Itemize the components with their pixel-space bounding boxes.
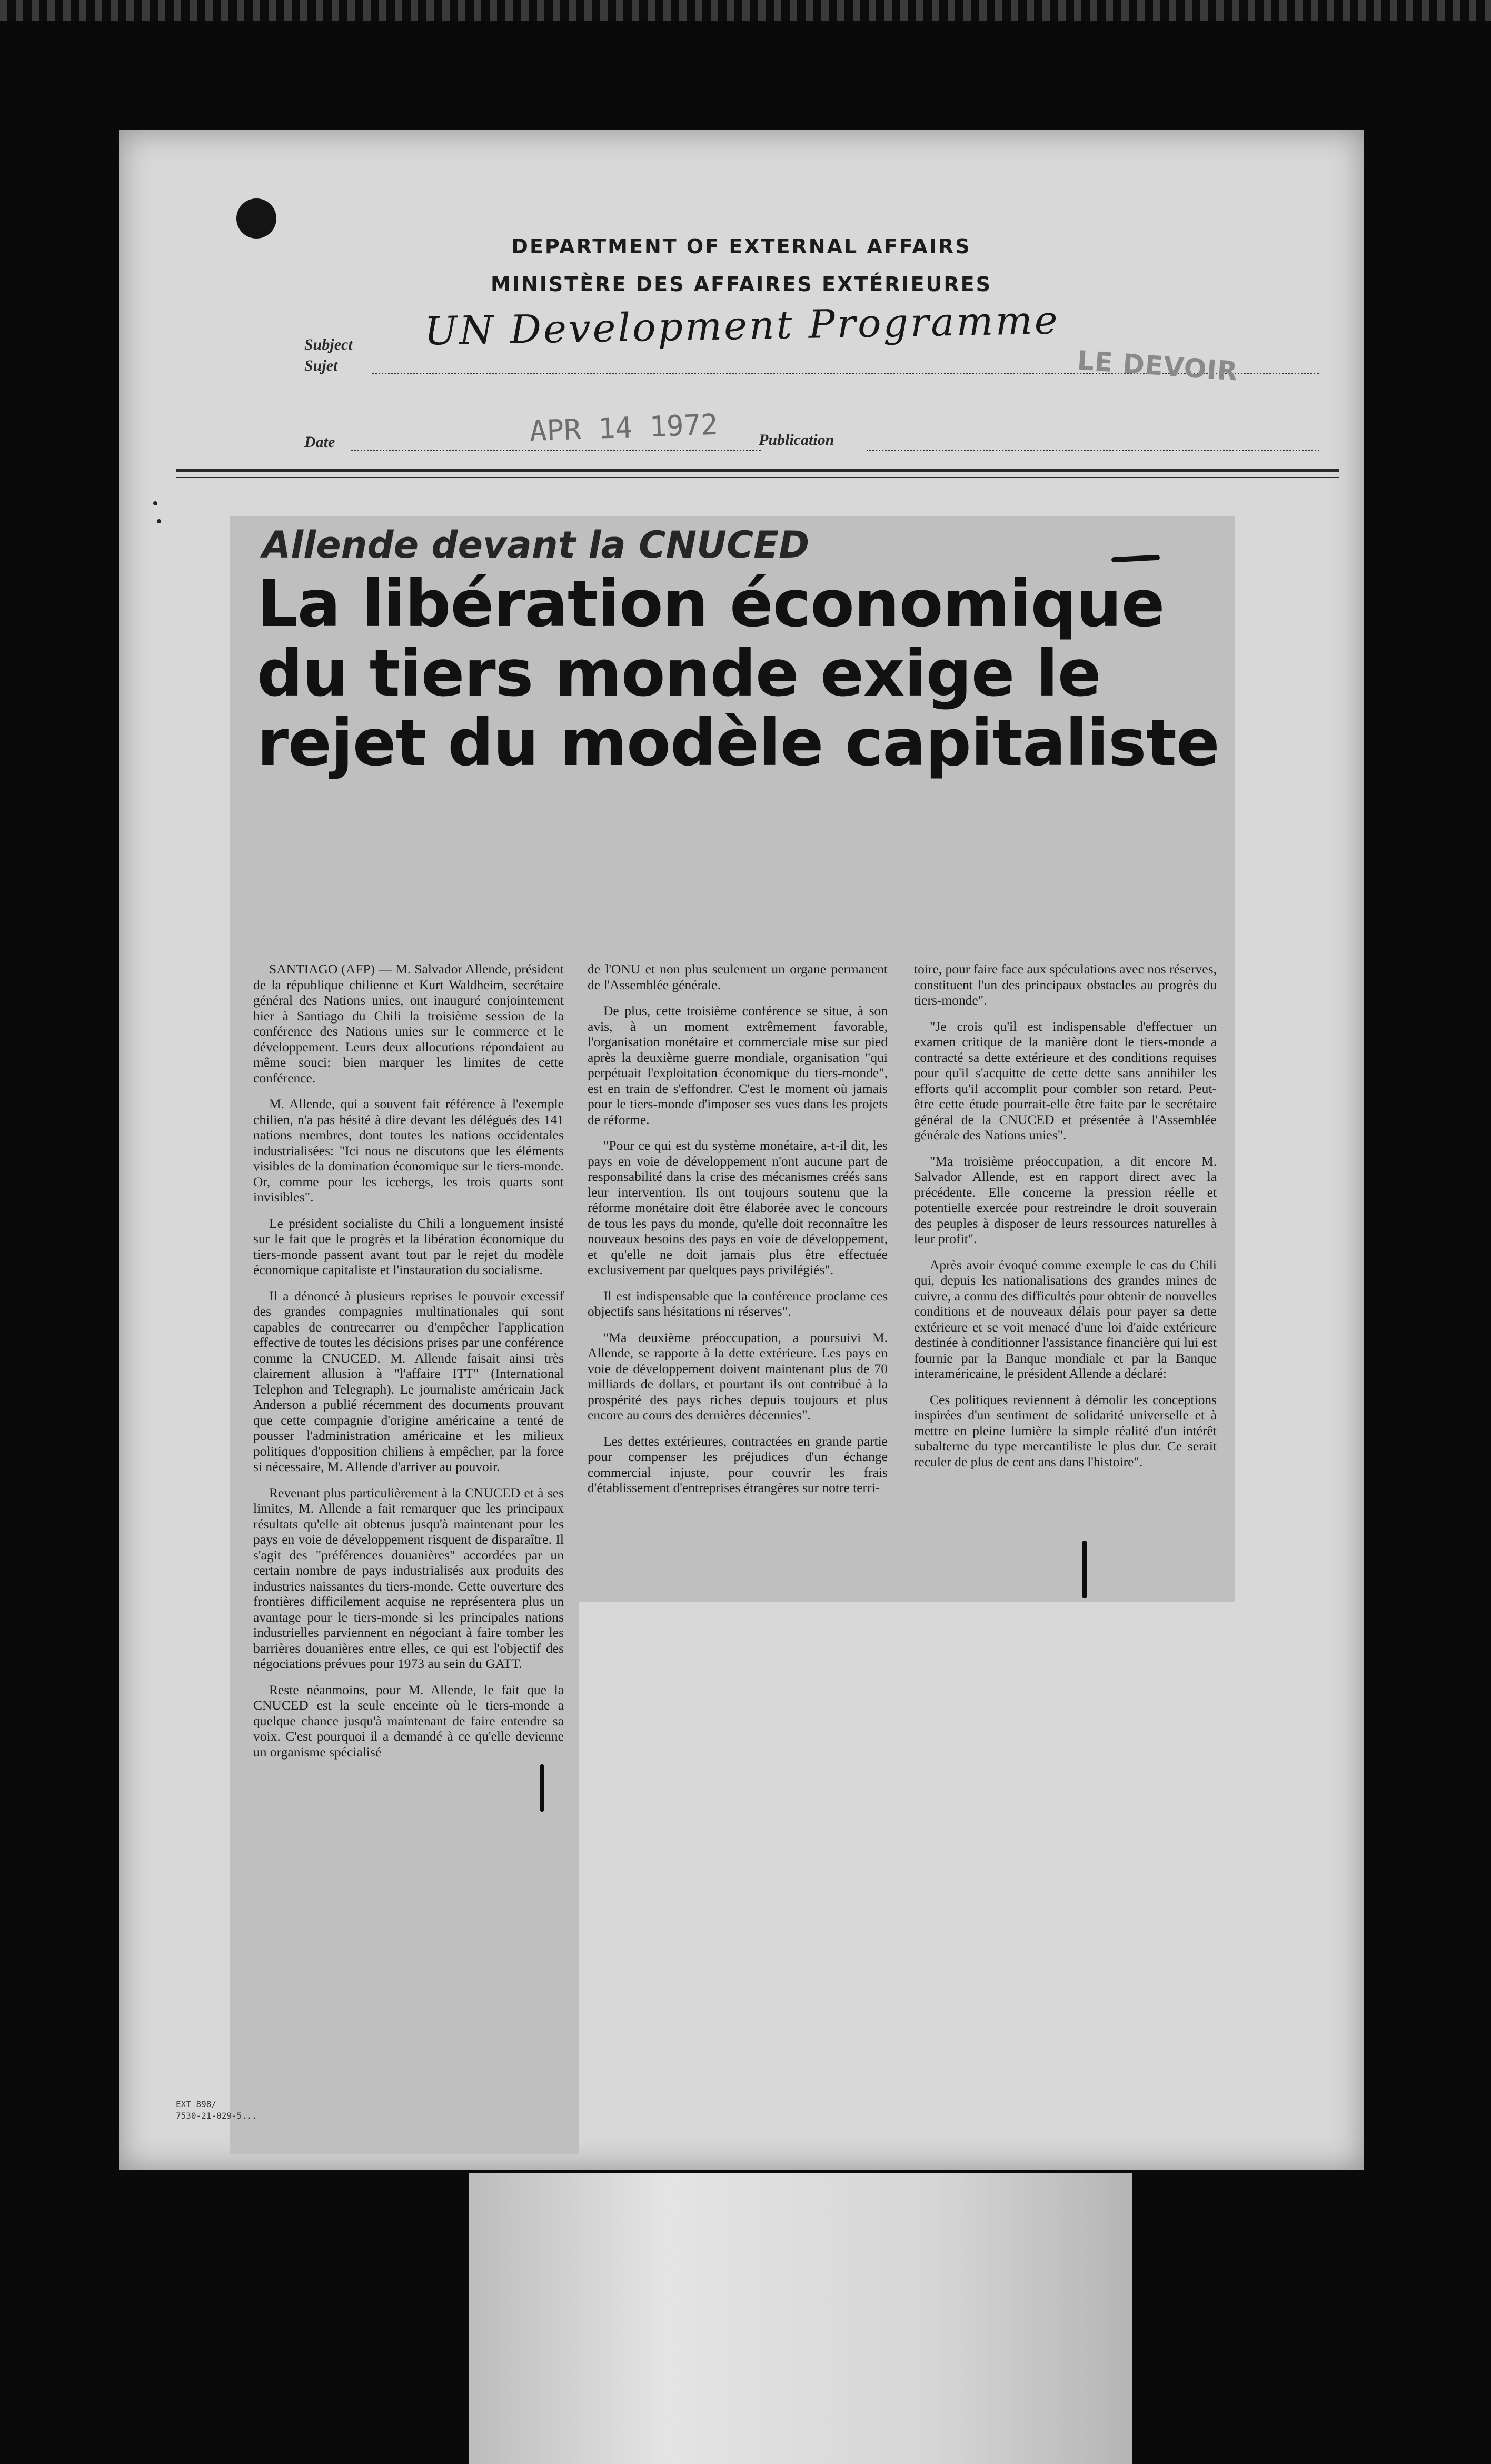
publication-label: Publication (759, 431, 834, 449)
paragraph: "Ma troisième préoccupation, a dit encore M. Salvador Allende, est en rapport direct avec la précédente. Elle concerne la pression réelle et potentielle exercée pour restreindre le droit souverain des peuples à disposer de leurs ressources naturelles à leur profit". (914, 1153, 1217, 1246)
form-code (176, 2099, 257, 2122)
date-stamp: APR 14 1972 (529, 408, 719, 448)
paragraph: Après avoir évoqué comme exemple le cas du Chili qui, depuis les nationalisations des grandes mines de cuivre, a connu des difficultés pour obtenir de nouvelles conditions et de nouveaux délais pour payer sa dette extérieure et se voit menacé d'une loi d'aide extérieure destinée à conditionner l'assistance financière qui lui est fournie par la Banque mondiale et par la Banque interaméricaine, le président Allende a déclaré: (914, 1257, 1217, 1381)
paragraph: toire, pour faire face aux spéculations avec nos réserves, constituent l'un des principaux obstacles au progrès du tiers-monde". (914, 961, 1217, 1008)
article-kicker: Allende devant la CNUCED (262, 523, 810, 567)
paragraph: Il a dénoncé à plusieurs reprises le pouvoir excessif des grandes compagnies multinationales qui sont capables de contrecarrer ou d'empêcher l'application effective de toutes les décisions prises par une conférence comme la CNUCED. M. Allende faisait ainsi très clairement allusion à "l'affaire ITT" (International Telephon and Telegraph). Le journaliste américain Jack Anderson a publié récemment des documents prouvant que cette compagnie d'origine américaine a tenté de pousser l'administration américaine et les milieux politiques d'opposition chiliens à empêcher, par la force si nécessaire, M. Allende d'arriver au pouvoir. (253, 1288, 564, 1474)
article-headline: La libération économique du tiers monde exige le rejet du modèle capitaliste (257, 567, 1219, 780)
paragraph: SANTIAGO (AFP) — M. Salvador Allende, président de la république chilienne et Kurt Waldheim, secrétaire général des Nations unies, ont inauguré conjointement hier à Santiago du Chili la troisième session de la conférence des Nations unies sur le commerce et le développement. Leurs deux allocutions répondaient au même souci: bien marquer les limites de cette conférence. (253, 961, 564, 1086)
department-name-fr: MINISTÈRE DES AFFAIRES EXTÉRIEURES (491, 273, 992, 296)
form-code-line-1: EXT 898/ (176, 2099, 217, 2109)
subject-handwritten: UN Development Programme (424, 297, 1060, 354)
paragraph: M. Allende, qui a souvent fait référence à l'exemple chilien, n'a pas hésité à dire devant les délégués des 141 nations membres, dont toutes les nations occidentales industrialisées: "Ici nous ne discutons que les éléments visibles de la domination économique sur le tiers-monde. Or, comme pour les icebergs, les trois quarts sont invisibles". (253, 1096, 564, 1205)
header-rule (176, 469, 1339, 472)
article-column-2 (588, 961, 888, 1683)
paragraph: Reste néanmoins, pour M. Allende, le fait que la CNUCED est la seule enceinte où le tiers-monde a quelque chance jusqu'à maintenant de faire entendre sa voix. C'est pourquoi il a demandé à ce qu'elle devienne un organisme spécialisé (253, 1682, 564, 1760)
paragraph: "Ma deuxième préoccupation, a poursuivi M. Allende, se rapporte à la dette extérieure. Les pays en voie de développement doivent maintenant plus de 70 milliards de dollars, et pourtant ils ont contribué à la prospérité des pays riches depuis toujours et plus encore au cours des dernières décennies". (588, 1329, 888, 1423)
department-name-en: DEPARTMENT OF EXTERNAL AFFAIRS (511, 235, 971, 258)
paragraph: Revenant plus particulièrement à la CNUCED et à ses limites, M. Allende a fait remarquer que les principaux résultats qu'elle ait obtenus jusqu'à maintenant pour les pays en voie de développement risquent de disparaître. Il s'agit des "préférences douanières" accordées par un certain nombre de pays industrialisés aux produits des industries naissantes du tiers-monde. Cette ouverture des frontières difficilement acquise ne représentera plus un avantage pour le tiers-monde si les principales nations industrielles parviennent en négociant à faire tomber les barrières douanières entre elles, ce qui est l'objectif des négociations prévues pour 1973 au sein du GATT. (253, 1485, 564, 1671)
paragraph: de l'ONU et non plus seulement un organe permanent de l'Assemblée générale. (588, 961, 888, 992)
header-rule-thin (176, 477, 1339, 478)
paragraph: Les dettes extérieures, contractées en grande partie pour compenser les préjudices d'un échange commercial injuste, pour couvrir les frais d'établissement d'entreprises étrangères sur notre terri- (588, 1433, 888, 1495)
paragraph: "Pour ce qui est du système monétaire, a-t-il dit, les pays en voie de développement n'ont aucune part de responsabilité dans la crise des mécanismes créés sans leur intervention. Ils ont toujours soutenu que la réforme monétaire doit être élaborée avec le concours de tous les pays du monde, qu'elle doit reconnaître les nouveaux besoins des pays en voie de développement, et qu'elle ne doit jamais plus être effectuée exclusivement par quelques pays privilégiés". (588, 1138, 888, 1277)
clipping-sheet (119, 130, 1364, 2170)
paragraph: Ces politiques reviennent à démolir les conceptions inspirées d'un sentiment de solidarité universelle et à mettre en pleine lumière la simple réalité d'un intérêt subalterne du type mercantiliste le plus dur. Ce serait reculer de plus de cent ans dans l'histoire". (914, 1392, 1217, 1469)
next-page-edge (469, 2173, 1132, 2464)
speck (153, 501, 157, 505)
article-column-1 (253, 961, 564, 2135)
paragraph: "Je crois qu'il est indispensable d'effectuer un examen critique de la manière dont le tiers-monde a contracté sa dette extérieure et des conditions requises pour qu'il s'acquitte de cette dette sans annihiler les efforts qu'il accomplit pour combler son retard. Peut-être cette étude pourrait-elle être faite par le secrétaire général de la CNUCED et présentée à l'Assemblée générale des Nations unies". (914, 1018, 1217, 1142)
paragraph: Il est indispensable que la conférence proclame ces objectifs sans hésitations ni réserves". (588, 1288, 888, 1319)
date-line (351, 450, 761, 451)
punch-hole (236, 198, 276, 239)
publication-line (867, 450, 1319, 451)
publication-stamp: LE DEVOIR (1076, 345, 1239, 387)
subject-label-fr: Sujet (304, 357, 338, 374)
article-column-3 (914, 961, 1217, 1698)
film-edge (0, 0, 1491, 21)
form-code-line-2: 7530-21-029-5... (176, 2111, 257, 2121)
paragraph: Le président socialiste du Chili a longuement insisté sur le fait que le progrès et la libération économique du tiers-monde passent avant tout par le rejet du modèle économique capitaliste et l'instauration du socialisme. (253, 1215, 564, 1277)
speck (157, 519, 161, 523)
pen-mark (1082, 1541, 1087, 1598)
date-label: Date (304, 433, 335, 451)
pen-mark (540, 1764, 544, 1812)
paragraph: De plus, cette troisième conférence se situe, à son avis, à un moment extrêmement favorable, l'organisation monétaire et commerciale mise sur pied après la deuxième guerre mondiale, organisation "qui perpétuait l'exploitation économique du tiers-monde", est en train de s'effondrer. C'est le moment où jamais pour le tiers-monde d'imposer ses vues dans les projets de réforme. (588, 1003, 888, 1127)
subject-label-en: Subject (304, 336, 353, 353)
